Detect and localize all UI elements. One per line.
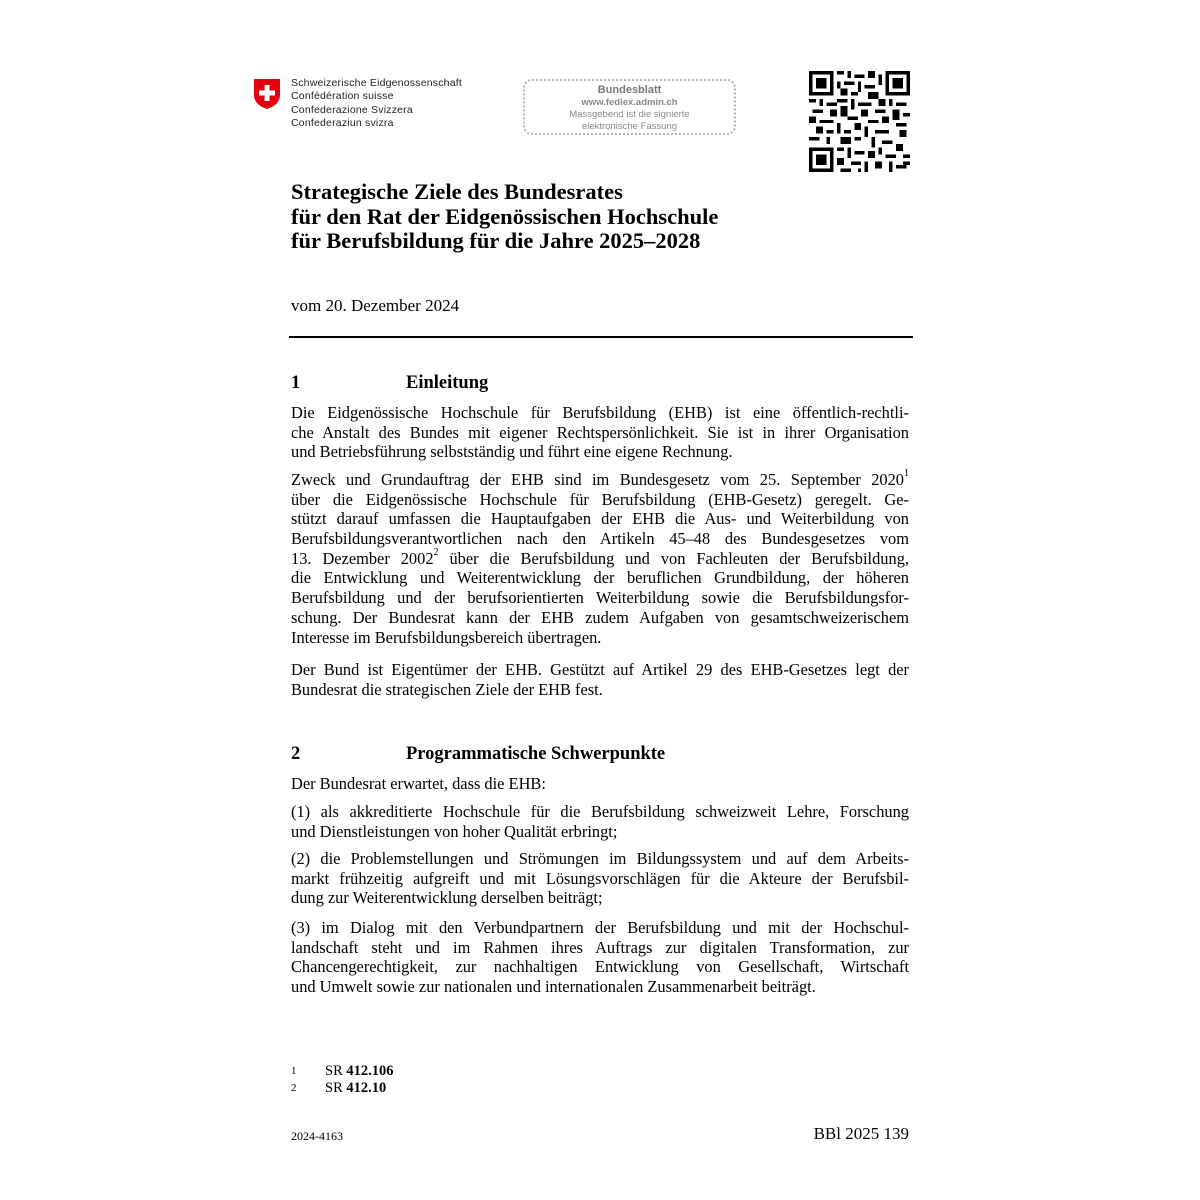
stamp-note-2: elektronische Fassung xyxy=(581,121,678,132)
text-line: und Betriebsführung selbstständig und führt eine eigene Rechnung. xyxy=(291,442,733,462)
text-line xyxy=(291,470,909,490)
section-number: 1 xyxy=(291,373,301,393)
stamp-note-1: Massgebend ist die signierte xyxy=(569,109,690,120)
section-2-intro xyxy=(291,774,909,794)
confederation-line-de: Schweizerische Eidgenossenschaft xyxy=(291,77,462,89)
text-line: markt frühzeitig aufgreift und mit Lösungsvorschlägen für die Akteure der Berufsbil- xyxy=(291,868,909,888)
section-1-paragraph-2 xyxy=(291,470,909,647)
text-line: (1) als akkreditierte Hochschule für die Berufsbildung schweizweit Lehre, Forschung xyxy=(291,802,909,821)
footnote-ref: 412.10 xyxy=(346,1080,387,1096)
text-line xyxy=(291,546,909,569)
section-2-heading xyxy=(291,743,665,765)
text-line: die Entwicklung und Weiterentwicklung der beruflichen Grundbildung, der höheren xyxy=(291,568,909,588)
document-date: vom 20. Dezember 2024 xyxy=(291,296,460,315)
text-line: dung zur Weiterentwicklung derselben beiträgt; xyxy=(291,888,603,908)
footnote-number: 1 xyxy=(291,1065,297,1077)
section-title: Einleitung xyxy=(406,373,489,393)
footnote-prefix: SR xyxy=(325,1080,347,1096)
text-line: und Umwelt sowie zur nationalen und internationalen Zusammenarbeit beiträgt. xyxy=(291,977,816,997)
footnote-2 xyxy=(291,1080,386,1096)
text-line: Der Bund ist Eigentümer der EHB. Gestützt auf Artikel 29 des EHB-Gesetzes legt der xyxy=(291,660,909,679)
footnote-prefix: SR xyxy=(325,1063,347,1079)
text-fragment: über die Berufsbildung und von Fachleuten der Berufsbildung, xyxy=(438,548,909,568)
text-line: und Dienstleistungen von hoher Qualität erbringt; xyxy=(291,821,618,841)
text-line: Bundesrat die strategischen Ziele der EHB fest. xyxy=(291,679,603,699)
title-line-1: Strategische Ziele des Bundesrates xyxy=(291,179,623,204)
footnote-1 xyxy=(291,1063,394,1079)
document-id: 2024-4163 xyxy=(291,1129,343,1143)
footnote-number: 2 xyxy=(291,1082,297,1094)
text-line: Interesse im Berufsbildungsbereich übertragen. xyxy=(291,627,602,647)
text-line: (2) die Problemstellungen und Strömungen im Bildungssystem und auf dem Arbeits- xyxy=(291,849,909,868)
text-line: Berufsbildung und der berufsorientierten Weiterbildung sowie die Berufsbildungsfor- xyxy=(291,588,909,608)
qr-code-icon xyxy=(809,71,910,172)
section-2-item-2 xyxy=(291,849,909,908)
bundesblatt-reference: BBl 2025 139 xyxy=(813,1124,909,1143)
text-line: stützt darauf umfassen die Hauptaufgaben der EHB die Aus- und Weiterbildung von xyxy=(291,509,909,529)
text-line: (3) im Dialog mit den Verbundpartnern der Berufsbildung und mit der Hochschul- xyxy=(291,918,909,937)
section-1-paragraph-3 xyxy=(291,660,909,699)
confederation-line-fr: Confédération suisse xyxy=(291,90,394,103)
footnote-ref-1: 1 xyxy=(904,468,909,479)
text-line: Die Eidgenössische Hochschule für Berufsbildung (EHB) ist eine öffentlich-rechtli- xyxy=(291,403,909,422)
footnote-ref: 412.106 xyxy=(346,1063,394,1079)
section-2-item-3 xyxy=(291,918,909,997)
section-1-heading xyxy=(291,372,488,394)
text-line: che Anstalt des Bundes mit eigener Rechtspersönlichkeit. Sie ist in ihrer Organisation xyxy=(291,422,909,442)
stamp-url: www.fedlex.admin.ch xyxy=(581,97,678,108)
section-number: 2 xyxy=(291,744,301,764)
confederation-name xyxy=(291,77,462,130)
text-fragment: Zweck und Grundauftrag der EHB sind im Bundesgesetz vom 25. September 2020 xyxy=(291,470,904,489)
title-divider xyxy=(289,336,913,338)
title-line-2: für den Rat der Eidgenössischen Hochschule xyxy=(291,203,719,229)
stamp-title: Bundesblatt xyxy=(597,84,662,96)
title-line-3: für Berufsbildung für die Jahre 2025–2028 xyxy=(291,228,701,253)
swiss-crest-icon xyxy=(253,78,281,110)
text-line: landschaft steht und im Rahmen ihres Auftrags zur digitalen Transformation, zur xyxy=(291,937,909,957)
text-line: über die Eidgenössische Hochschule für Berufsbildung (EHB-Gesetz) geregelt. Ge- xyxy=(291,489,909,509)
footnote-ref-2: 2 xyxy=(433,546,439,558)
text-line: Berufsbildungsverantwortlichen nach den Artikeln 45–48 des Bundesgesetzes vom xyxy=(291,529,909,549)
text-line: schung. Der Bundesrat kann der EHB zudem Aufgaben von gesamtschweizerischem xyxy=(291,607,909,627)
text-line: Chancengerechtigkeit, zur nachhaltigen Entwicklung von Gesellschaft, Wirtschaft xyxy=(291,957,909,977)
bundesblatt-stamp xyxy=(523,79,736,135)
document-title xyxy=(291,180,911,254)
section-title: Programmatische Schwerpunkte xyxy=(406,744,666,764)
text-line: Der Bundesrat erwartet, dass die EHB: xyxy=(291,774,546,793)
confederation-line-it: Confederazione Svizzera xyxy=(291,103,413,116)
section-1-paragraph-1 xyxy=(291,403,909,462)
section-2-item-1 xyxy=(291,802,909,841)
text-fragment: 13. Dezember 2002 xyxy=(291,548,434,568)
confederation-line-rm: Confederaziun svizra xyxy=(291,116,394,129)
